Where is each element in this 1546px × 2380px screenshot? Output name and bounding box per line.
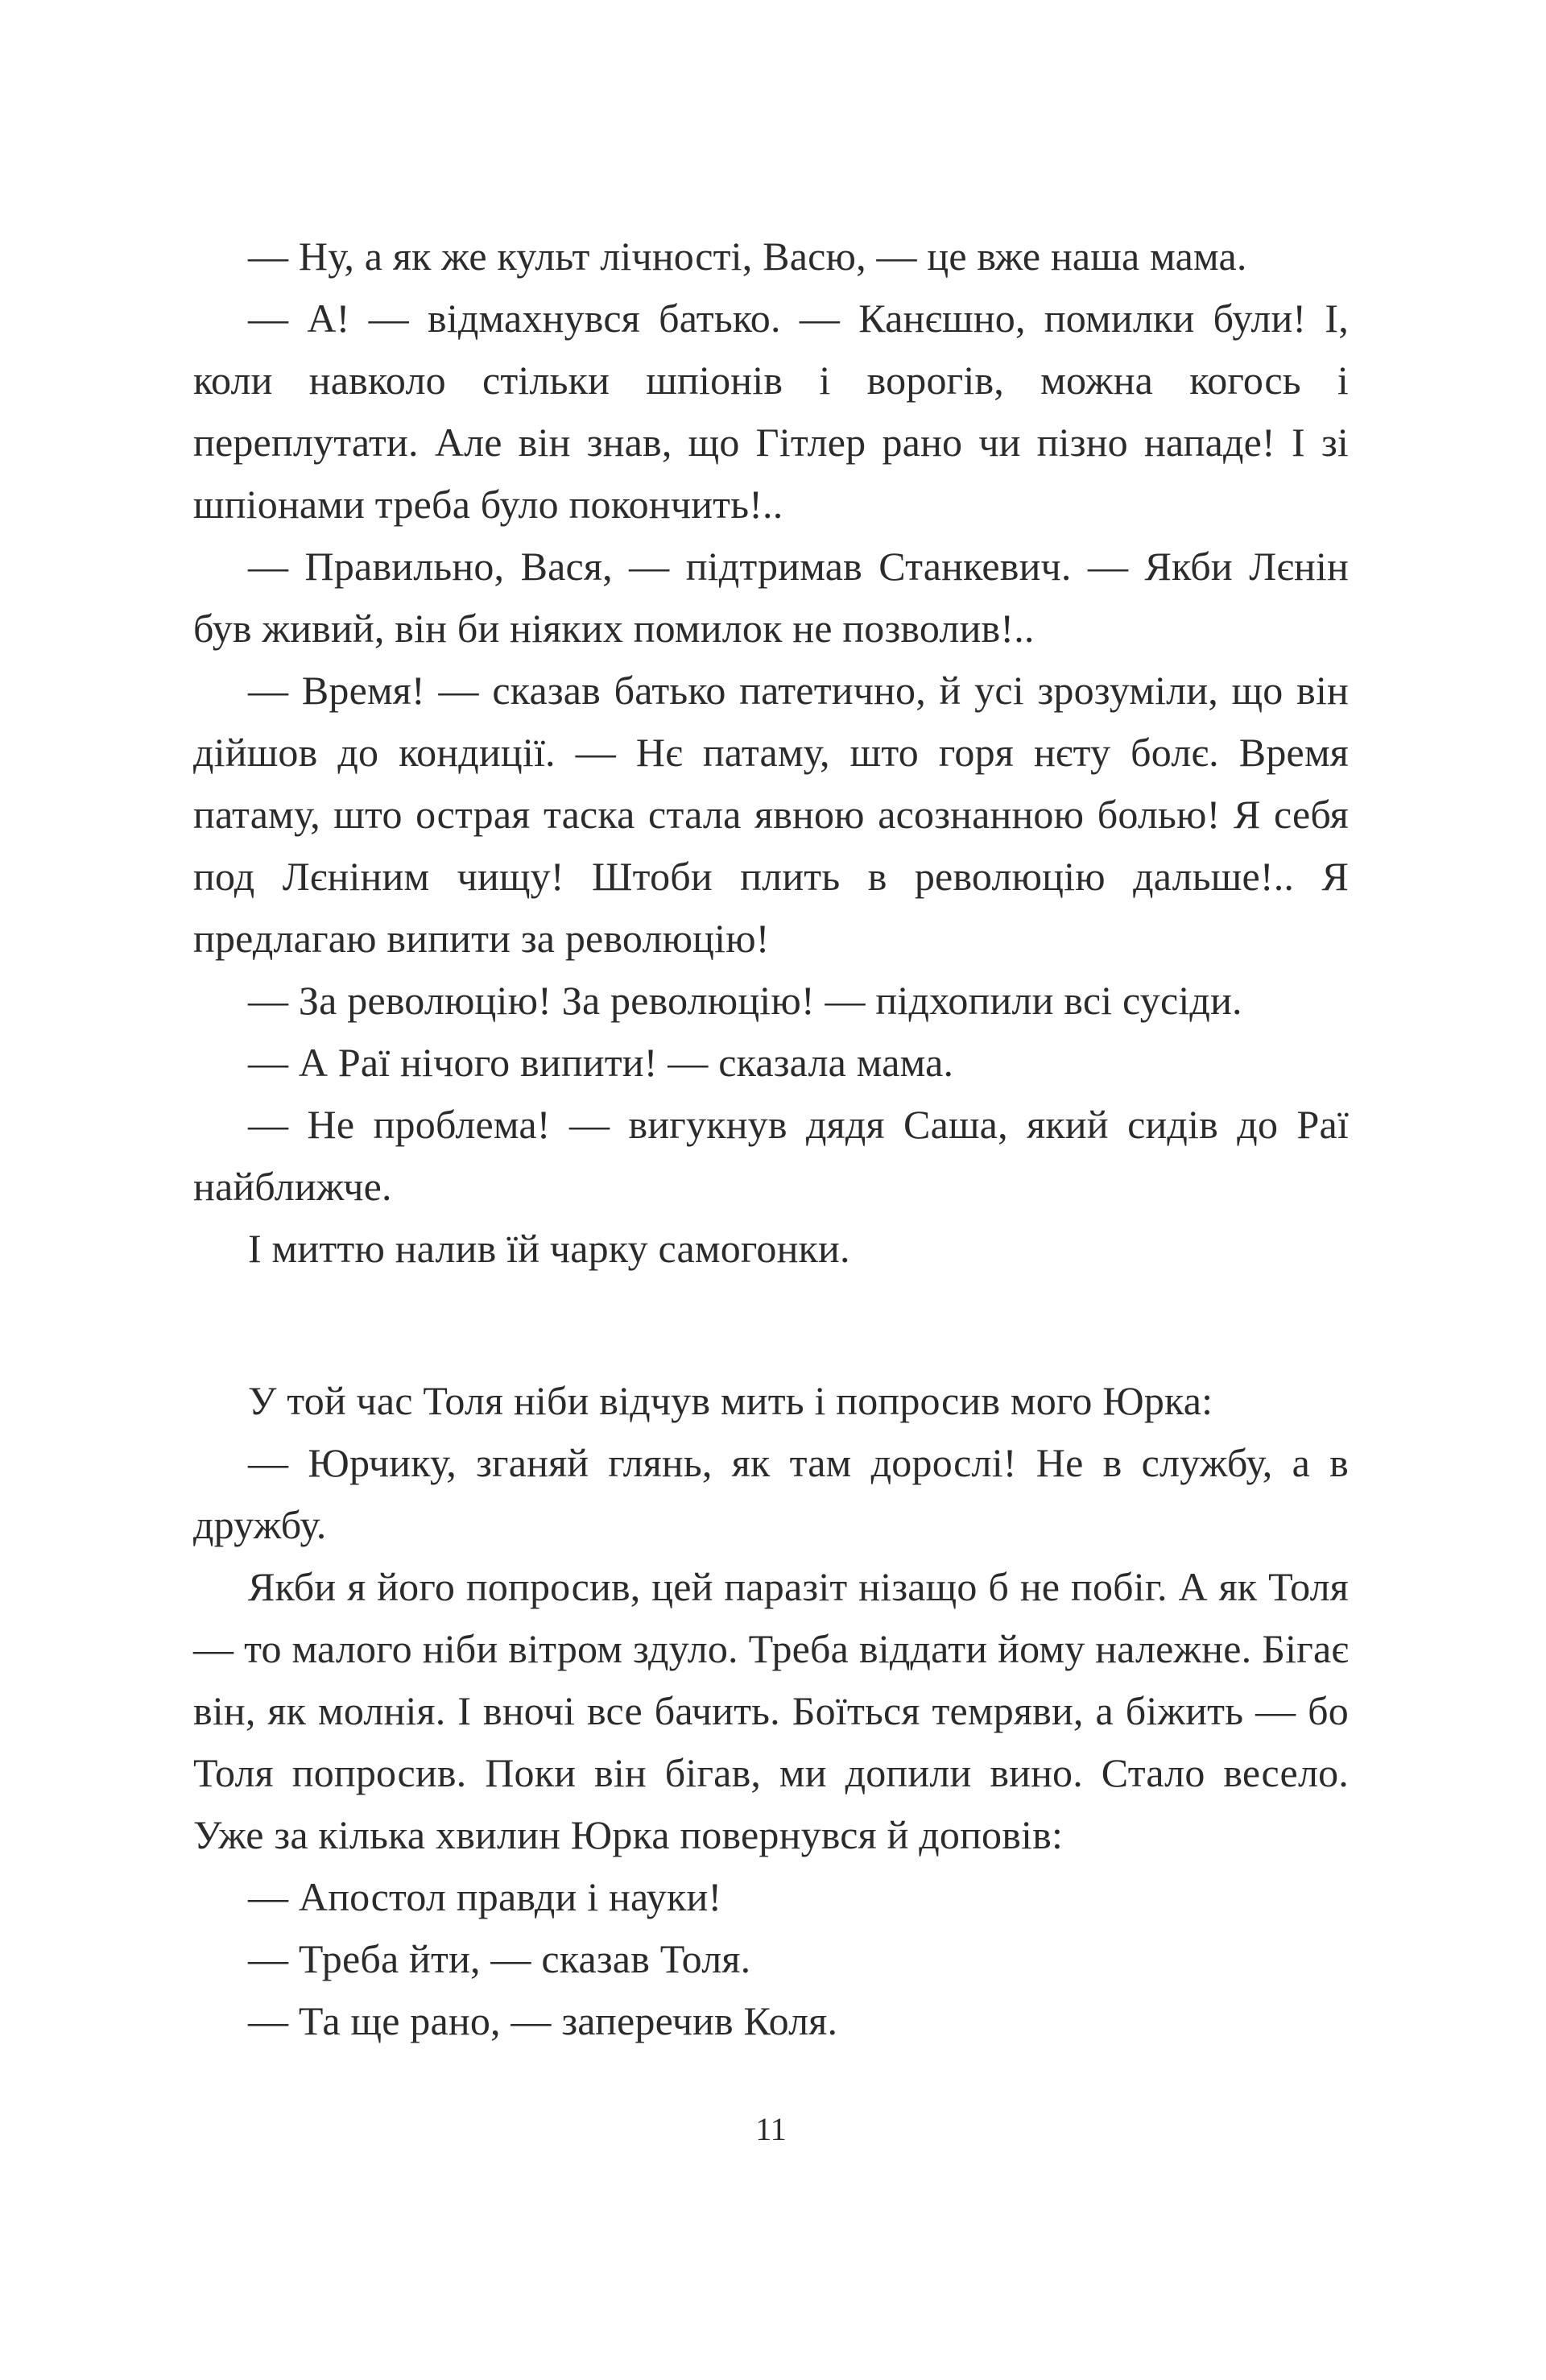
text-block (193, 226, 1349, 2052)
paragraph: — Правильно, Вася, — підтримав Станкевич. — Якби Лєнін був живий, він би ніяких помилок не позволив!.. (193, 544, 1349, 651)
paragraph: — Та ще рано, — заперечив Коля. (248, 1998, 838, 2043)
paragraph: — А Раї нічого випити! — сказала мама. (248, 1040, 954, 1085)
paragraph: — Юрчику, зганяй глянь, як там дорослі! Не в службу, а в дружбу. (193, 1440, 1349, 1547)
paragraph: У той час Толя ніби відчув мить і попросив мого Юрка: (248, 1378, 1213, 1423)
paragraph: — Апостол правди і науки! (248, 1874, 722, 1919)
paragraph: — Не проблема! — вигукнув дядя Саша, який сидів до Раї найближче. (193, 1102, 1349, 1209)
paragraph: — Ну, а як же культ лічності, Васю, — це вже наша мама. (248, 234, 1247, 279)
paragraph: — А! — відмахнувся батько. — Канєшно, помилки були! І, коли навколо стільки шпіонів і ворогів, можна когось і переплутати. Але він знав, що Гітлер рано чи пізно нападе! І зі шпіонами треба було покончить!.. (193, 296, 1349, 527)
paragraph: І миттю налив їй чарку самогонки. (248, 1226, 850, 1271)
paragraph: Якби я його попросив, цей паразіт нізащо б не побіг. А як Толя — то малого ніби вітром здуло. Треба віддати йому належне. Бігає він, як молнія. І вночі все бачить. Боїться темряви, а біжить — бо Толя попросив. Поки він бігав, ми допили вино. Стало весело. Уже за кілька хвилин Юрка повернувся й доповів: (193, 1564, 1349, 1857)
paragraph: — За революцію! За революцію! — підхопили всі сусіди. (248, 978, 1242, 1023)
paragraph: — Время! — сказав батько патетично, й усі зрозуміли, що він дійшов до кондиції. — Нє патаму, што горя нєту болє. Время патаму, што острая таска стала явною асознанною болью! Я себя под Лєніним чищу! Штоби плить в революцію дальше!.. Я предлагаю випити за революцію! (193, 668, 1349, 961)
paragraph: — Треба йти, — сказав Толя. (248, 1936, 751, 1981)
page-number: 11 (755, 2111, 787, 2147)
